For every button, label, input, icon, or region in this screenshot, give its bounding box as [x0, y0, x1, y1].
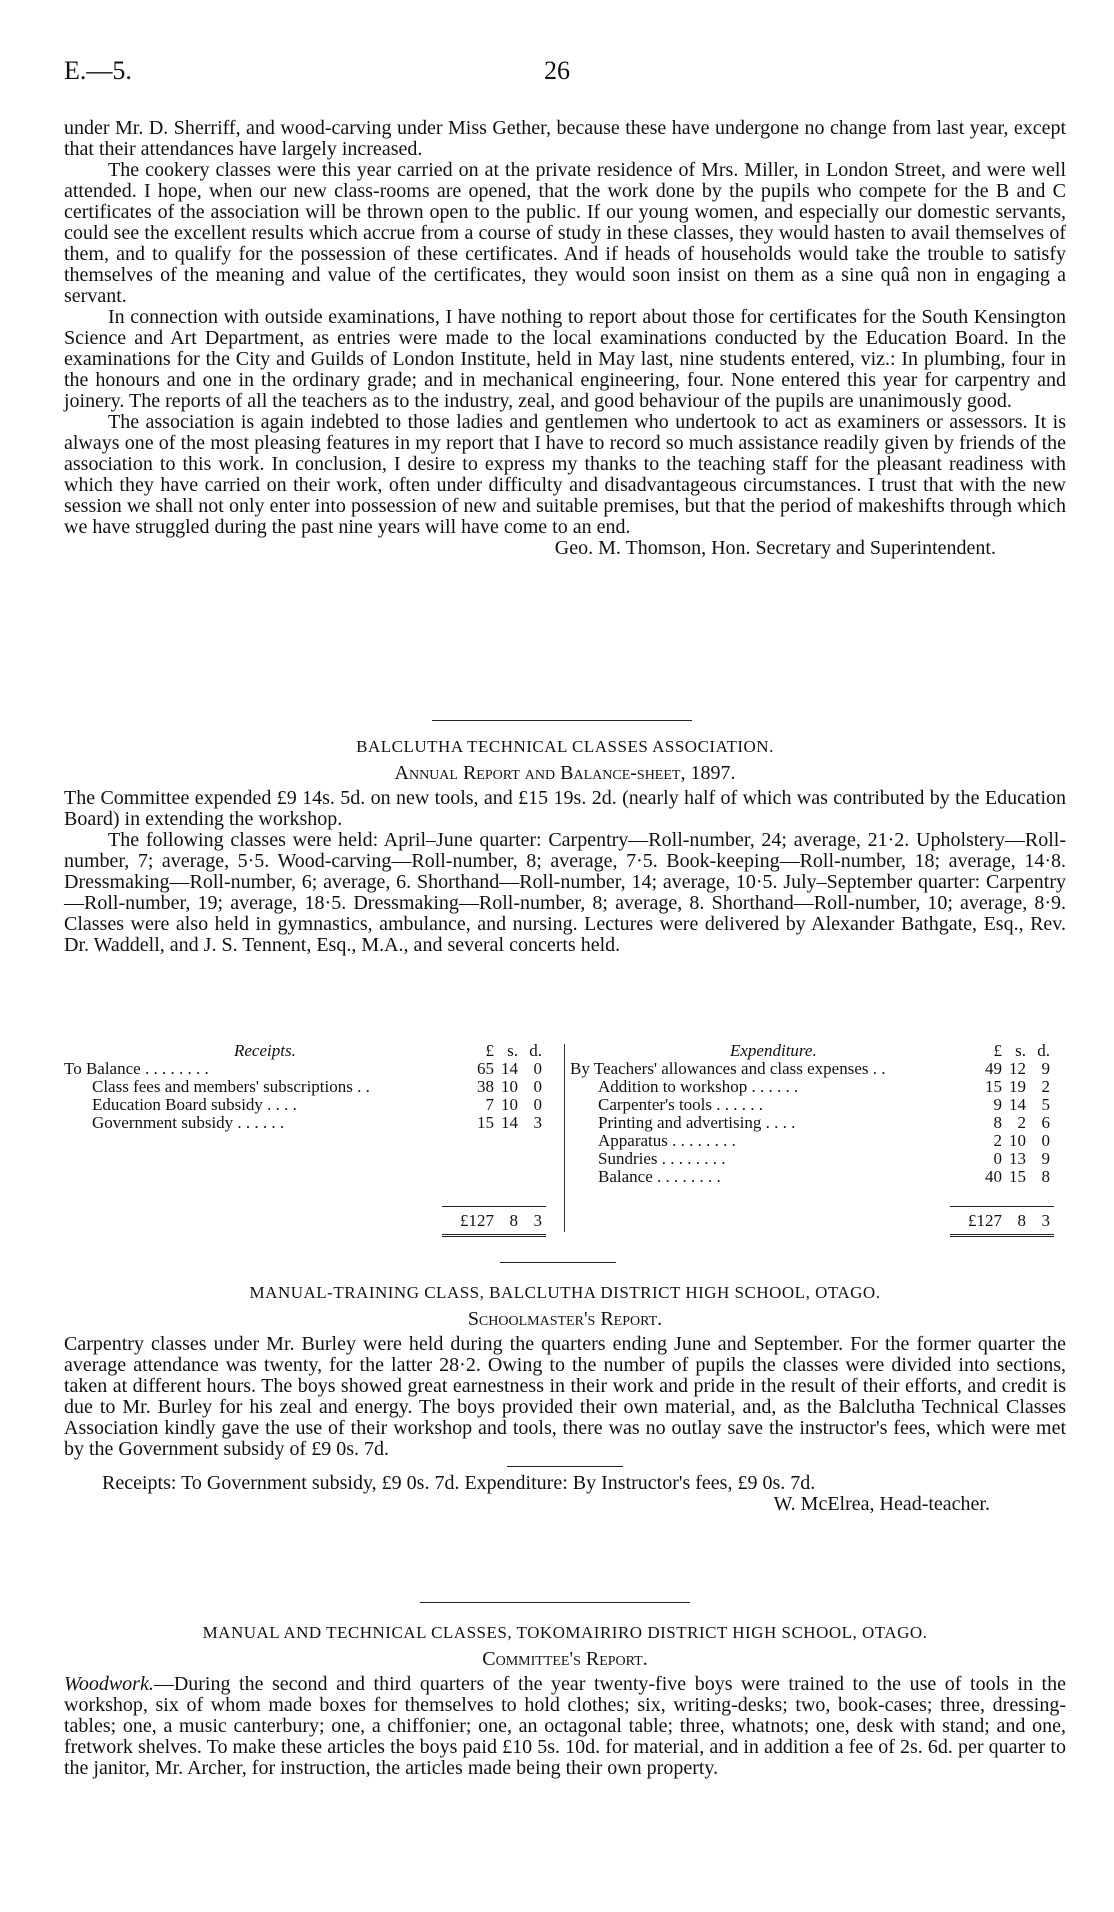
section-tokomairiro: [64, 1622, 1066, 1779]
receipts-line: Receipts: To Government subsidy, £9 0s. 7d. Expenditure: By Instructor's fees, £9 0s. 7d.: [102, 1472, 816, 1494]
pence-value: 8: [1041, 1167, 1050, 1186]
shillings-value: 14: [1009, 1095, 1026, 1114]
total-pounds: £127: [460, 1211, 494, 1230]
col-head-pence: d.: [1037, 1041, 1050, 1060]
row-label: Education Board subsidy . . . .: [92, 1095, 297, 1114]
row-label: Sundries . . . . . . . .: [598, 1149, 726, 1168]
shillings-value: 14: [501, 1113, 518, 1132]
pounds-value: 15: [477, 1113, 494, 1132]
col-head-pounds: £: [993, 1041, 1002, 1060]
shillings-value: 19: [1009, 1077, 1026, 1096]
pence-value: 0: [533, 1095, 542, 1114]
table-row: [570, 1150, 1066, 1168]
total-rule: [442, 1206, 546, 1207]
pence-value: 9: [1041, 1059, 1050, 1078]
total-pence: 3: [1041, 1211, 1050, 1230]
balance-sheet: [64, 1042, 1066, 1242]
section-balclutha-manual-training: [64, 1282, 1066, 1515]
table-row: [570, 1168, 1066, 1186]
divider: [507, 1466, 623, 1467]
divider: [500, 1262, 616, 1263]
pounds-value: 49: [985, 1059, 1002, 1078]
row-label: Addition to workshop . . . . . .: [598, 1077, 799, 1096]
table-row: [64, 1078, 564, 1096]
row-label: Class fees and members' subscriptions . .: [92, 1077, 370, 1096]
col-head-shillings: s.: [1015, 1041, 1026, 1060]
pounds-value: 0: [993, 1149, 1002, 1168]
table-row: [64, 1096, 564, 1114]
table-row: [64, 1060, 564, 1078]
section-subtitle: Annual Report and Balance-sheet, 1897.: [394, 762, 736, 784]
page-number: 26: [544, 56, 570, 85]
shillings-value: 10: [501, 1077, 518, 1096]
shillings-value: 2: [1017, 1113, 1026, 1132]
section-continued-report: [64, 118, 1066, 559]
receipts-column: [64, 1041, 564, 1230]
pence-value: 0: [1041, 1131, 1050, 1150]
col-head-pounds: £: [485, 1041, 494, 1060]
shillings-value: 15: [1009, 1167, 1026, 1186]
total-row: [64, 1212, 564, 1230]
table-row: [570, 1078, 1066, 1096]
pounds-value: 40: [985, 1167, 1002, 1186]
row-label: Government subsidy . . . . . .: [92, 1113, 285, 1132]
expenditure-column: [570, 1041, 1066, 1230]
section-subtitle: Schoolmaster's Report.: [467, 1308, 663, 1330]
double-rule: [950, 1234, 1054, 1237]
receipts-heading: Receipts.: [234, 1041, 296, 1060]
pence-value: 5: [1041, 1095, 1050, 1114]
pence-value: 0: [533, 1077, 542, 1096]
column-divider: [564, 1044, 565, 1232]
total-row: [570, 1212, 1066, 1230]
pounds-value: 9: [993, 1095, 1002, 1114]
section-title: MANUAL-TRAINING CLASS, BALCLUTHA DISTRICT HIGH SCHOOL, OTAGO.: [249, 1283, 881, 1302]
shillings-value: 14: [501, 1059, 518, 1078]
shillings-value: 13: [1009, 1149, 1026, 1168]
section-balclutha-association: [64, 736, 1066, 956]
section-title: BALCLUTHA TECHNICAL CLASSES ASSOCIATION.: [356, 737, 774, 756]
paragraph-lead: Woodwork.: [64, 1673, 154, 1695]
table-row: [570, 1114, 1066, 1132]
divider: [432, 720, 692, 721]
paragraph: The association is again indebted to those ladies and gentlemen who undertook to act as examiners or assessors. It is always one of the most pleasing features in my report that I have to record so much assistance readily given by friends of the association to this work. In conclusion, I desire to express my thanks to the teaching staff for the pleasant readiness with which they have carried on their work, often under difficulty and disadvantageous circumstances. I trust that with the new session we shall not only enter into possession of new and suitable premises, but that the period of makeshifts through which we have struggled during the past nine years will have come to an end.: [64, 411, 1066, 538]
paragraph-text: —During the second and third quarters of the year twenty-five boys were trained to the use of tools in the workshop, six of whom made boxes for themselves to hold clothes; six, writing-desks; two, book-cases; three, dressing-tables; one, a music canterbury; one, a chiffonier; one, an octagonal table; three, whatnots; one, desk with stand; and one, fretwork shelves. To make these articles the boys paid £10 5s. 10d. for material, and in addition a fee of 2s. 6d. per quarter to the janitor, Mr. Archer, for instruction, the articles made being their own property.: [64, 1673, 1066, 1779]
row-label: Carpenter's tools . . . . . .: [598, 1095, 764, 1114]
table-row: [570, 1096, 1066, 1114]
pence-value: 0: [533, 1059, 542, 1078]
divider: [420, 1602, 690, 1603]
row-label: To Balance . . . . . . . .: [64, 1059, 209, 1078]
table-row: [570, 1060, 1066, 1078]
expenditure-heading: Expenditure.: [730, 1041, 817, 1060]
section-title: MANUAL AND TECHNICAL CLASSES, TOKOMAIRIRO DISTRICT HIGH SCHOOL, OTAGO.: [202, 1623, 928, 1642]
pence-value: 3: [533, 1113, 542, 1132]
row-label: Apparatus . . . . . . . .: [598, 1131, 736, 1150]
total-pence: 3: [533, 1211, 542, 1230]
pounds-value: 38: [477, 1077, 494, 1096]
paragraph: under Mr. D. Sherriff, and wood-carving under Miss Gether, because these have undergone no change from last year, except that their attendances have largely increased.: [64, 117, 1066, 160]
receipts-header-row: [64, 1042, 564, 1060]
shillings-value: 10: [1009, 1131, 1026, 1150]
row-label: Balance . . . . . . . .: [598, 1167, 721, 1186]
col-head-shillings: s.: [507, 1041, 518, 1060]
report-code: E.—5.: [64, 56, 132, 85]
table-row: [64, 1114, 564, 1132]
row-label: Printing and advertising . . . .: [598, 1113, 796, 1132]
pounds-value: 7: [485, 1095, 494, 1114]
double-rule: [442, 1234, 546, 1237]
shillings-value: 10: [501, 1095, 518, 1114]
total-rule: [950, 1206, 1054, 1207]
paragraph: In connection with outside examinations, I have nothing to report about those for certificates for the South Kensington Science and Art Department, as entries were made to the local examinations conducted by the Education Board. In the examinations for the City and Guilds of London Institute, held in May last, nine students entered, viz.: In plumbing, four in the honours and one in the ordinary grade; and in mechanical engineering, four. None entered this year for carpentry and joinery. The reports of all the teachers as to the industry, zeal, and good behaviour of the pupils are unanimously good.: [64, 306, 1066, 412]
paragraph: [64, 1674, 1066, 1779]
pounds-value: 65: [477, 1059, 494, 1078]
pence-value: 2: [1041, 1077, 1050, 1096]
signature: W. McElrea, Head-teacher.: [773, 1493, 990, 1515]
pounds-value: 8: [993, 1113, 1002, 1132]
total-pounds: £127: [968, 1211, 1002, 1230]
signature: Geo. M. Thomson, Hon. Secretary and Superintendent.: [554, 537, 996, 559]
pounds-value: 2: [993, 1131, 1002, 1150]
pence-value: 6: [1041, 1113, 1050, 1132]
total-shillings: 8: [1017, 1211, 1026, 1230]
row-label: By Teachers' allowances and class expenses . .: [570, 1059, 886, 1078]
pence-value: 9: [1041, 1149, 1050, 1168]
paragraph: Carpentry classes under Mr. Burley were held during the quarters ending June and September. For the former quarter the average attendance was twenty, for the latter 28·2. Owing to the number of pupils the classes were divided into sections, taken at different hours. The boys showed great earnestness in their work and pride in the result of their efforts, and credit is due to Mr. Burley for his zeal and energy. The boys provided their own material, and, as the Balclutha Technical Classes Association kindly gave the use of their workshop and tools, there was no outlay save the instructor's fees, which were met by the Government subsidy of £9 0s. 7d.: [64, 1333, 1066, 1460]
shillings-value: 12: [1009, 1059, 1026, 1078]
paragraph: The cookery classes were this year carried on at the private residence of Mrs. Miller, in London Street, and were well attended. I hope, when our new class-rooms are opened, that the work done by the pupils who compete for the B and C certificates of the association will be thrown open to the public. If our young women, and especially our domestic servants, could see the excellent results which accrue from a course of study in these classes, they would hasten to avail themselves of them, and to qualify for the possession of these certificates. And if heads of households would take the trouble to satisfy themselves of the meaning and value of the certificates, they would soon insist on them as a sine quâ non in engaging a servant.: [64, 159, 1066, 307]
paragraph: The Committee expended £9 14s. 5d. on new tools, and £15 19s. 2d. (nearly half of which was contributed by the Education Board) in extending the workshop.: [64, 787, 1066, 830]
table-row: [570, 1132, 1066, 1150]
col-head-pence: d.: [529, 1041, 542, 1060]
pounds-value: 15: [985, 1077, 1002, 1096]
expenditure-header-row: [570, 1042, 1066, 1060]
total-shillings: 8: [509, 1211, 518, 1230]
paragraph: The following classes were held: April–June quarter: Carpentry—Roll-number, 24; average, 21·2. Upholstery—Roll-number, 7; average, 5·5. Wood-carving—Roll-number, 8; average, 7·5. Book-keeping—Roll-number, 18; average, 14·8. Dressmaking—Roll-number, 6; average, 6. Shorthand—Roll-number, 14; average, 10·5. July–September quarter: Carpentry—Roll-number, 19; average, 18·5. Dressmaking—Roll-number, 8; average, 8. Shorthand—Roll-number, 10; average, 8·9. Classes were also held in gymnastics, ambulance, and nursing. Lectures were delivered by Alexander Bathgate, Esq., Rev. Dr. Waddell, and J. S. Tennent, Esq., M.A., and several concerts held.: [64, 829, 1066, 956]
section-subtitle: Committee's Report.: [482, 1648, 648, 1670]
